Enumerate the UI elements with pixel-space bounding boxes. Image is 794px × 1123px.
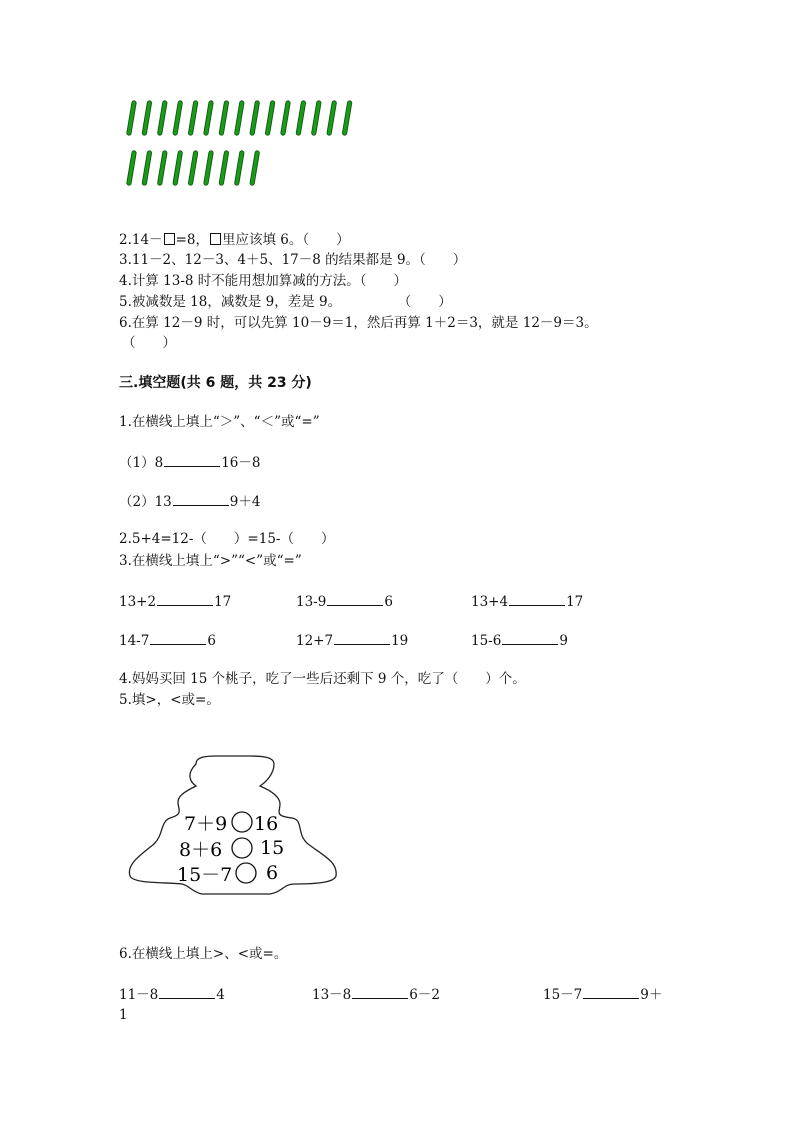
fill-q6-wrap: 1 [119,1007,128,1023]
counting-sticks-row-2 [122,150,362,186]
answer-blank[interactable] [157,593,213,606]
answer-blank[interactable] [150,632,206,645]
fill-q1-a [119,454,260,471]
answer-blank[interactable] [327,593,383,606]
fill-q1-a-left: （1）8 [119,455,164,471]
fill-q6-title: 6.在横线上填上>、<或=。 [119,946,288,962]
fill-q6-right: 4 [216,987,225,1003]
fill-q6-left: 15－7 [543,987,583,1003]
judgment-q5-paren: （ ） [397,294,452,310]
compare-circle[interactable] [236,863,256,883]
fill-q3-right: 19 [391,633,409,649]
judgment-q2-prefix: 2.14－ [119,232,163,248]
fill-q3-right: 17 [566,594,584,610]
fill-q1-title: 1.在横线上填上“＞”、“＜”或“=” [119,414,320,430]
judgment-q5 [119,294,452,310]
fill-q6-left: 13－8 [312,987,352,1003]
fill-q3-left: 13+2 [119,594,157,610]
tree-row3-left: 15－7 [177,864,233,886]
section-title: 三.填空题(共 6 题，共 23 分) [119,375,312,391]
fill-q3-left: 14-7 [119,633,150,649]
fill-q3-left: 13-9 [296,594,327,610]
counting-sticks-row-1 [122,100,362,136]
fill-q3-item-4 [119,632,216,649]
fill-q6-item-2 [312,986,440,1003]
answer-blank[interactable] [164,454,220,467]
blank-square-icon [164,233,175,245]
fill-q3-item-2 [296,593,393,610]
fill-q6-right: 9＋ [640,987,663,1003]
tree-row2-left: 8＋6 [179,839,223,861]
fill-q3-item-3 [471,593,583,610]
fill-q3-right: 6 [207,633,216,649]
fill-q6-item-1 [119,986,225,1003]
answer-blank[interactable] [334,632,390,645]
fill-q3-right: 17 [214,594,232,610]
blank-square-icon [210,233,221,245]
judgment-q5-text: 5.被减数是 18，减数是 9，差是 9。 [119,294,342,310]
answer-blank[interactable] [173,493,229,506]
judgment-q4: 4.计算 13-8 时不能用想加算减的方法。（ ） [119,273,408,289]
fill-q6-left: 11－8 [119,987,159,1003]
tree-row2-right: 15 [260,837,285,859]
fill-q3-title: 3.在横线上填上“>”“<”或“=” [119,553,302,569]
tree-row3-right: 6 [266,862,279,884]
fill-q6-right: 6－2 [409,987,440,1003]
fill-q3-item-5 [296,632,408,649]
answer-blank[interactable] [159,986,215,999]
tree-row1-left: 7＋9 [184,813,228,835]
fill-q3-item-1 [119,593,231,610]
tree-row1-right: 16 [254,813,279,835]
fill-q3-right: 9 [559,633,568,649]
judgment-q2 [119,232,350,248]
compare-circle[interactable] [232,812,252,832]
fill-q5-title: 5.填>，<或=。 [119,692,220,708]
compare-circle[interactable] [232,838,252,858]
judgment-q2-suffix: =8， [175,232,209,248]
fill-q1-a-right: 16－8 [221,455,261,471]
fill-q3-right: 6 [384,594,393,610]
fill-q3-left: 15-6 [471,633,502,649]
fill-q1-b-right: 9＋4 [229,494,261,510]
fill-q3-item-6 [471,632,568,649]
answer-blank[interactable] [583,986,639,999]
answer-blank[interactable] [509,593,565,606]
fill-q6-item-3 [543,986,662,1003]
tree-figure [124,752,346,902]
judgment-q6-line1: 6.在算 12－9 时，可以先算 10－9＝1，然后再算 1＋2＝3，就是 12－9＝3。 [119,315,598,331]
answer-blank[interactable] [352,986,408,999]
fill-q1-b-left: （2）13 [119,494,172,510]
fill-q4: 4.妈妈买回 15 个桃子，吃了一些后还剩下 9 个，吃了（ ）个。 [119,671,526,687]
fill-q2: 2.5+4=12-（ ）=15-（ ） [119,531,335,547]
judgment-q2-suffix2: 里应该填 6。（ ） [221,232,350,248]
fill-q1-b [119,493,260,510]
fill-q3-left: 13+4 [471,594,509,610]
judgment-q3: 3.11－2、12－3、4＋5、17－8 的结果都是 9。（ ） [119,252,467,268]
fill-q3-left: 12+7 [296,633,334,649]
answer-blank[interactable] [502,632,558,645]
judgment-q6-line2: （ ） [122,335,176,351]
